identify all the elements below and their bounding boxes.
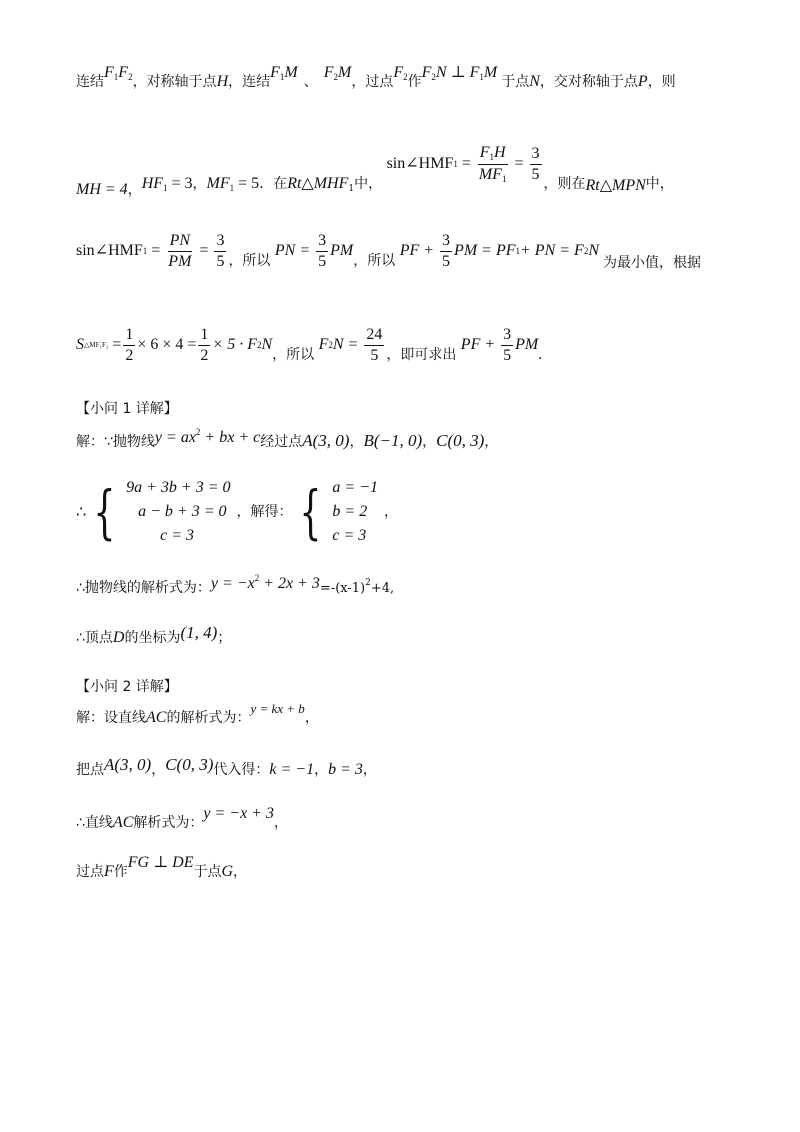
math-expr: = 3: [167, 175, 193, 193]
math-var: AC: [146, 709, 167, 726]
math-sin-eq: sin∠HMF 1 = $\frac{F_1H}{MF_1}$ = $\frac{3}{5}$: [386, 144, 540, 184]
subscript: 2: [403, 72, 408, 82]
text: 于点: [501, 74, 530, 90]
q1-line-3: [76, 573, 760, 596]
math-var: H: [216, 73, 229, 90]
system-row: 9a + 3b + 3 = 0: [126, 479, 231, 496]
subscript: 1: [163, 183, 168, 194]
fraction: [214, 232, 226, 270]
text: ；: [217, 630, 232, 646]
text: ，即可求出: [386, 347, 457, 364]
math-expr: Rt△MHF: [287, 175, 349, 193]
subscript: 2: [333, 72, 339, 82]
fraction: [477, 144, 509, 185]
text: 解析式为：: [133, 815, 204, 831]
section-heading-q1: 【小问 1 详解】: [76, 401, 178, 417]
math-var: H: [494, 144, 506, 161]
text: ，: [192, 176, 207, 193]
denominator: 5: [370, 346, 379, 364]
math-expr: y = −x + 3: [203, 805, 274, 822]
equation-system: [86, 478, 230, 546]
solution-line-1: [76, 64, 760, 91]
math-var: N: [588, 242, 599, 260]
denominator: 5: [442, 252, 451, 270]
numerator: [478, 144, 508, 165]
subscript: 1: [229, 183, 235, 194]
text: ∴顶点: [76, 630, 113, 646]
denominator: 5: [216, 252, 225, 270]
math-f2n-eq: [319, 326, 387, 364]
math-var: M: [284, 64, 298, 81]
math-var: F: [421, 64, 432, 81]
math-var: F: [104, 863, 114, 880]
text: ，: [383, 504, 398, 520]
text: 把点: [76, 762, 104, 778]
math-var: F: [118, 64, 129, 81]
q2-line-1: [76, 701, 760, 726]
math-expr: y = −x: [210, 575, 255, 592]
math-expr: + bx + c: [200, 429, 261, 446]
numerator: 24: [364, 326, 384, 346]
math-pf-eq: [400, 232, 599, 270]
math-var: P: [637, 73, 648, 90]
text: ，连结: [228, 74, 271, 90]
text: ，: [304, 710, 319, 726]
superscript: 2: [195, 427, 201, 437]
left-brace-icon: {: [299, 478, 323, 546]
subscript: 1: [479, 72, 484, 82]
text: 过点: [76, 864, 104, 880]
math-HF1: [142, 175, 193, 192]
math-expr: PM = PF: [454, 242, 516, 260]
math-var: N: [529, 73, 540, 90]
math-expr: + PN = F: [520, 242, 584, 260]
math-var: AC: [112, 814, 134, 831]
math-F2: [393, 64, 407, 81]
text: ，: [349, 434, 364, 450]
denominator: 5: [318, 252, 327, 270]
math-var: HF: [141, 175, 164, 193]
math-expr: =: [112, 336, 122, 354]
subscript: 1: [453, 158, 458, 169]
text: ，: [273, 815, 288, 831]
text: 的解析式为：: [166, 710, 251, 726]
math-F1M: [270, 64, 298, 81]
text: ，过点: [351, 74, 394, 90]
subscript: 1: [515, 245, 520, 256]
fraction: [123, 326, 135, 364]
numerator: 3: [530, 145, 542, 165]
math-var: F: [104, 64, 114, 81]
math-var: D: [112, 629, 125, 646]
text: ，对称轴于点: [132, 74, 217, 90]
superscript: 2: [254, 573, 260, 583]
subscript: 1: [489, 152, 495, 162]
system-row: c = 3: [160, 527, 194, 544]
q1-line-1: [76, 427, 760, 450]
text: ，: [422, 434, 437, 450]
math-var: F: [393, 64, 404, 81]
q2-line-3: [76, 805, 760, 831]
numerator: 3: [440, 232, 452, 252]
math-parabola-solved: [211, 575, 320, 592]
fraction: [530, 145, 542, 183]
math-expr: +4,: [370, 581, 395, 596]
q2-line-2: [76, 755, 760, 778]
text: 为最小值，根据: [602, 255, 701, 272]
left-brace-icon: {: [93, 478, 116, 546]
text: ，: [362, 762, 377, 778]
text: ，则: [647, 74, 676, 90]
text: ，: [314, 762, 329, 778]
math-F2M: [324, 64, 352, 81]
numerator: 3: [214, 232, 226, 252]
system-row: c = 3: [332, 527, 367, 544]
denominator: 5: [503, 346, 512, 364]
text: ，: [233, 864, 248, 880]
math-F2N-perp-F1M: [422, 64, 498, 81]
point-A: A(3, 0): [302, 431, 350, 450]
math-var: M: [338, 64, 352, 81]
math-expr: y = kx + b: [250, 701, 305, 716]
solution-line-4: [76, 326, 760, 364]
fraction: [166, 232, 193, 270]
math-expr: k = −1: [269, 761, 315, 778]
superscript: 2: [365, 578, 371, 588]
text: ，所以: [228, 253, 271, 270]
subscript: 1: [348, 184, 355, 195]
denominator: 2: [125, 346, 134, 364]
text: 连结: [76, 74, 104, 90]
text: .: [538, 346, 543, 364]
text: ∴抛物线的解析式为：: [76, 580, 211, 596]
text: 解：设直线: [76, 710, 146, 726]
text: ，交对称轴于点: [539, 74, 638, 90]
solution-system: [292, 478, 378, 546]
math-var: N ⊥ F: [435, 64, 480, 81]
math-var: F: [479, 144, 490, 161]
denominator: PM: [168, 252, 192, 270]
fraction: [364, 326, 384, 364]
math-var: M: [483, 64, 498, 81]
text: 作: [113, 864, 128, 880]
system-row: b = 2: [332, 503, 368, 520]
vertex-form: [319, 578, 395, 596]
math-var: N: [261, 336, 273, 354]
math-expr: =-(x-1): [319, 581, 366, 596]
numerator: 3: [501, 326, 513, 346]
text: 中，: [354, 176, 383, 193]
q2-line-4: [76, 854, 760, 880]
text: ∴直线: [76, 815, 113, 831]
math-expr: Rt△MPN: [585, 177, 646, 195]
section-heading-q2: 【小问 2 详解】: [76, 679, 178, 695]
text: 解：∵抛物线: [76, 434, 155, 450]
subscript: 2: [328, 339, 333, 350]
subscript: 1: [279, 72, 285, 82]
subscript: 1: [113, 72, 119, 82]
math-area-eq: [76, 326, 272, 364]
subscript: 2: [583, 245, 589, 256]
system-rows: [126, 478, 230, 546]
math-expr: + 2x + 3: [259, 575, 320, 592]
text: 、: [303, 74, 318, 90]
text: ，解得：: [236, 504, 293, 520]
denominator: 2: [200, 346, 209, 364]
math-var: PM: [515, 336, 539, 354]
denominator: 5: [531, 165, 540, 183]
math-var: F: [323, 64, 334, 81]
system-row: a − b + 3 = 0: [138, 503, 227, 520]
therefore-symbol: ∴: [76, 502, 87, 521]
math-expr: sin∠HMF: [76, 242, 143, 260]
subscript: 2: [128, 72, 133, 82]
text: 经过点: [260, 434, 303, 450]
math-var: F: [270, 64, 280, 81]
math-parabola: [155, 429, 260, 446]
math-var: S: [76, 336, 84, 354]
math-expr: MH = 4: [76, 181, 128, 199]
solution-line-3: [76, 232, 760, 270]
math-sin-eq-2: sin∠HMF 1 = $\frac{PN}{PM}$ = $\frac{3}{5}$: [76, 232, 225, 270]
numerator: 1: [198, 326, 210, 346]
text: ，: [484, 434, 499, 450]
math-expr: y = ax: [154, 429, 196, 446]
subscript: 1: [501, 173, 507, 184]
math-expr: FG ⊥ DE: [127, 854, 194, 871]
fraction: [501, 326, 513, 364]
text: 于点: [193, 864, 222, 880]
q1-system: [76, 478, 760, 546]
math-expr: sin∠HMF: [386, 155, 454, 173]
math-expr: N =: [332, 336, 359, 354]
numerator: 3: [316, 232, 328, 252]
subscript: 1: [142, 245, 148, 256]
text: 作: [407, 74, 422, 90]
point-A: A(3, 0): [104, 755, 152, 774]
subscript: 2: [431, 72, 436, 82]
system-rows: [332, 478, 378, 546]
subscript: △MF₁F₂: [84, 340, 109, 349]
math-expr: PF +: [460, 336, 496, 354]
numerator: 1: [123, 326, 135, 346]
math-F1F2: [104, 64, 133, 81]
math-var: PM: [330, 242, 354, 260]
math-pf-min: [461, 326, 538, 364]
q1-line-4: [76, 623, 760, 646]
system-row: a = −1: [332, 479, 378, 496]
text: ，: [127, 182, 142, 199]
vertex-coordinate: (1, 4): [180, 623, 218, 642]
point-C: C(0, 3): [436, 431, 485, 450]
math-MF1: [207, 175, 260, 192]
text: 代入得：: [213, 762, 270, 778]
point-C: C(0, 3): [165, 755, 214, 774]
text: ，: [151, 762, 166, 778]
text: ，所以: [353, 253, 396, 270]
math-expr: PF +: [399, 242, 435, 260]
math-expr: × 6 × 4 =: [137, 336, 197, 354]
math-var: MF: [478, 165, 502, 183]
math-var: G: [221, 863, 234, 880]
math-expr: PN =: [274, 242, 311, 260]
math-expr: = 5: [234, 175, 260, 193]
subscript: 2: [256, 339, 262, 350]
text: ．在: [259, 176, 288, 193]
math-var: F: [318, 336, 329, 354]
fraction: [198, 326, 210, 364]
fraction: [316, 232, 328, 270]
math-pn-eq: [275, 232, 353, 270]
math-expr: b = 3: [328, 761, 363, 778]
text: ，所以: [272, 347, 315, 364]
text: 中，: [645, 176, 674, 193]
fraction: [440, 232, 452, 270]
denominator: [477, 165, 509, 185]
point-B: B(−1, 0): [363, 431, 423, 450]
text: ，则在: [543, 176, 586, 193]
text: 的坐标为: [124, 630, 181, 646]
numerator: PN: [168, 232, 192, 252]
math-expr: × 5 · F: [212, 336, 257, 354]
math-var: MF: [206, 175, 230, 193]
